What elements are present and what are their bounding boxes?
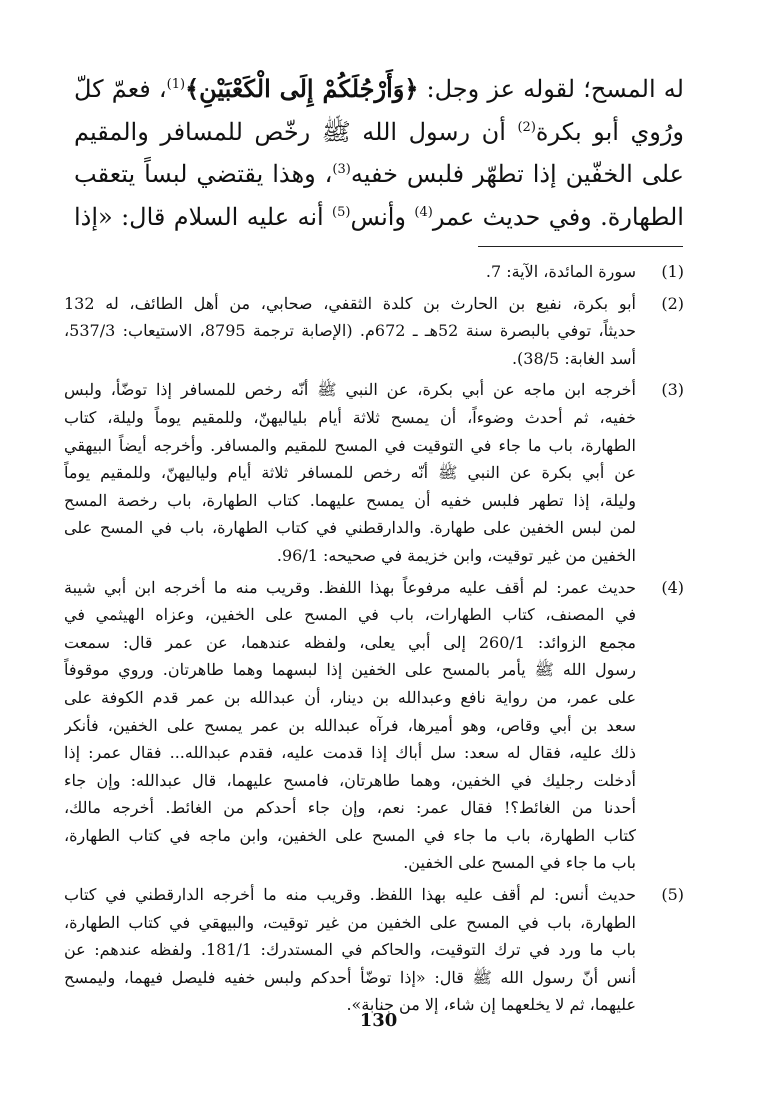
quran-verse: ﴿وَأَرْجُلَكُمْ إِلَى الْكَعْبَيْنِ﴾	[185, 74, 419, 103]
main-line-1	[74, 68, 684, 111]
footnote-line: على عمر، من رواية نافع وعبدالله بن دينار، أن عبدالله بن عمر قدم الكوفة على	[64, 687, 636, 707]
footnote-line: كتاب الطهارة، باب ما جاء في المسح على الخفين، وابن ماجه في كتاب الطهارة،	[64, 825, 636, 845]
footnote-line: باب ما ورد في ترك التوقيت، والحاكم في المستدرك: 181/1. ولفظه عندهم: عن	[64, 940, 636, 960]
footnote-number: (4)	[661, 577, 684, 597]
footnote-line: لمن لبس الخفين على طهارة. والدارقطني في كتاب الطهارة، باب في المسح على	[64, 518, 636, 538]
footnote-line: حديثاً، توفي بالبصرة سنة 52هـ ـ 672م. (الإصابة ترجمة 8795، الاستيعاب: 537/3،	[64, 321, 636, 341]
footnote-line: أسد الغابة: 38/5).	[511, 348, 636, 368]
footnote-line: الطهارة، باب في المسح على الخفين من غير توقيت، والبيهقي في كتاب الطهارة،	[64, 912, 636, 932]
footnote-line: أدخلت رجليك في الخفين، وهما طاهرتان، فامسح عليهما، قال عبدالله: وإن جاء	[64, 770, 636, 790]
main-line-4-mid: وأنس	[350, 202, 407, 231]
footnote-separator	[478, 246, 683, 247]
footnote-line: أخرجه ابن ماجه عن أبي بكرة، عن النبي ﷺ أنّه رخص للمسافر إذا توضّأ، ولبس	[64, 380, 636, 400]
footnote-line: سورة المائدة، الآية: 7.	[485, 262, 636, 281]
footnote-ref-5[interactable]: (5)	[332, 204, 351, 220]
footnote-ref-2[interactable]: (2)	[517, 119, 536, 135]
footnote-ref-3[interactable]: (3)	[332, 162, 351, 177]
footnote-line: خفيه، ثم أحدث وضوءاً، أن يمسح ثلاثة أيام بلياليهنّ، وللمقيم يوماً وليلة، كتاب	[64, 407, 636, 427]
footnote-number: (2)	[661, 293, 684, 313]
footnote-3	[64, 376, 684, 569]
footnote-4	[64, 574, 684, 878]
footnote-2	[64, 290, 684, 373]
footnote-line: عن أبي بكرة عن النبي ﷺ أنّه رخص للمسافر ثلاثة أيام ولياليهنّ، وللمقيم يوماً	[64, 463, 636, 483]
footnote-line: حديث أنس: لم أقف عليه بهذا اللفظ. وقريب منه ما أخرجه الدارقطني في كتاب	[64, 885, 636, 905]
footnote-number: (1)	[661, 262, 684, 281]
main-line-2	[74, 111, 684, 154]
footnote-ref-1[interactable]: (1)	[166, 77, 186, 92]
footnote-1	[64, 258, 684, 286]
main-text	[74, 68, 684, 238]
footnote-5	[64, 881, 684, 1019]
main-line-4-tail: أنه عليه السلام قال: «إذا	[74, 202, 324, 231]
footnote-line: أحدنا من الغائط؟! فقال عمر: نعم، وإن جاء أحدكم من الغائط. أخرجه مالك،	[64, 798, 636, 818]
footnote-line: مجمع الزوائد: 260/1 إلى أبي يعلى، ولفظه عندهما، عن عمر قال: سمعت	[64, 632, 636, 652]
main-line-3	[74, 153, 684, 196]
footnote-number: (5)	[661, 885, 684, 905]
main-line-3-text: على الخفّين إذا تطهّر فلبس خفيه	[350, 160, 684, 188]
footnote-line: أنس أنّ رسول الله ﷺ قال: «إذا توضّأ أحدكم ولبس خفيه فليصل فيهما، وليمسح	[64, 967, 636, 987]
footnote-line: أبو بكرة، نفيع بن الحارث بن كلدة الثقفي، صحابي، من أهل الطائف، له 132	[64, 293, 636, 313]
footnote-number: (3)	[661, 380, 684, 400]
footnote-line: سعد بن أبي وقاص، وهو أميرها، فرآه عبدالله بن عمر يمسح على الخفين، فأنكر	[64, 715, 636, 735]
footnote-line: الخفين من غير توقيت، وابن خزيمة في صحيحه: 96/1.	[276, 545, 636, 565]
footnote-line: رسول الله ﷺ يأمر بالمسح على الخفين إذا لبسهما وهما طاهرتان. وروي موقوفاً	[64, 660, 636, 680]
footnote-line: الطهارة، باب ما جاء في التوقيت في المسح للمقيم والمسافر. وأخرجه أيضاً البيهقي	[64, 435, 636, 455]
footnote-ref-4[interactable]: (4)	[414, 204, 433, 220]
main-line-2-text: ورُوي أبو بكرة	[535, 117, 684, 146]
footnote-line: حديث عمر: لم أقف عليه مرفوعاً بهذا اللفظ. وقريب منه ما أخرجه ابن أبي شيبة	[64, 577, 636, 597]
main-line-1-tail: ، فعمّ كلّ	[74, 75, 167, 103]
footnote-line: في المصنف، كتاب الطهارات، باب في المسح على الخفين، وعزاه الهيثمي في	[64, 605, 636, 625]
footnotes	[64, 258, 684, 1023]
footnote-line: وليلة، إذا تطهر فلبس خفيه أن يمسح عليهما. كتاب الطهارة، باب رخصة المسح	[64, 490, 636, 510]
footnote-line: ذلك عليه، فقال له سعد: سل أباك إذا قدمت عليه، فقدم عبدالله... فقال عمر: إذا	[64, 743, 636, 763]
main-line-3-tail: ، وهذا يقتضي لبساً يتعقب	[74, 160, 333, 188]
footnote-line: باب ما جاء في المسح على الخفين.	[403, 853, 636, 873]
main-line-2-tail: أن رسول الله ﷺ رخّص للمسافر والمقيم	[74, 117, 506, 146]
footnote-line: عليهما، ثم لا يخلعهما إن شاء، إلا من جنابة».	[346, 995, 636, 1015]
main-line-4	[74, 196, 684, 239]
main-line-4-text: الطهارة. وفي حديث عمر	[432, 202, 684, 231]
page-number: 130	[359, 1010, 398, 1031]
main-line-1-text: له المسح؛ لقوله عز وجل:	[426, 75, 684, 103]
